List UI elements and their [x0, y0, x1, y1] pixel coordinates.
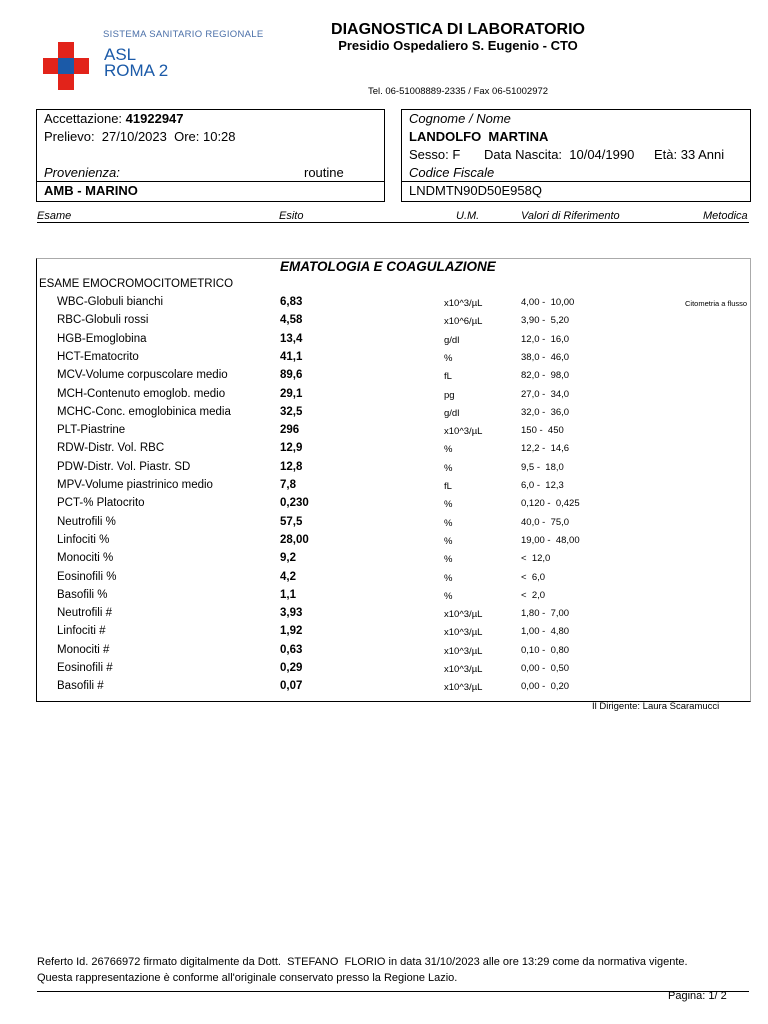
- table-row: [0, 479, 768, 497]
- unit: %: [444, 535, 453, 547]
- table-row: [0, 534, 768, 552]
- unit: x10^6/µL: [444, 316, 483, 328]
- exam-name: Basofili #: [57, 680, 104, 693]
- logo-system-label: SISTEMA SANITARIO REGIONALE: [103, 29, 264, 40]
- col-exam: Esame: [37, 210, 72, 222]
- reference-range: < 12,0: [521, 553, 551, 565]
- result-value: 1,1: [280, 588, 296, 601]
- result-value: 0,230: [280, 497, 309, 510]
- exam-name: PCT-% Platocrito: [57, 497, 145, 510]
- exam-name: RDW-Distr. Vol. RBC: [57, 442, 165, 455]
- result-value: 0,07: [280, 680, 303, 693]
- result-value: 9,2: [280, 552, 296, 565]
- unit: fL: [444, 481, 452, 492]
- divider: [37, 181, 384, 182]
- result-value: 3,93: [280, 607, 303, 620]
- reference-range: 6,0 - 12,3: [521, 480, 564, 491]
- reference-range: 4,00 - 10,00: [521, 297, 575, 308]
- table-row: [0, 680, 768, 698]
- table-row: [0, 369, 768, 387]
- unit: x10^3/µL: [444, 426, 483, 438]
- table-row: [0, 571, 768, 589]
- acceptance-label: Accettazione:: [44, 111, 123, 126]
- provenance-label: Provenienza:: [44, 165, 120, 180]
- footer-conformity: Questa rappresentazione è conforme all'originale conservato presso la Regione Lazio.: [37, 972, 458, 984]
- reference-range: 32,0 - 36,0: [521, 406, 570, 418]
- result-value: 6,83: [280, 296, 303, 308]
- result-value: 12,8: [280, 460, 303, 473]
- result-value: 0,63: [280, 643, 303, 656]
- reference-range: 1,80 - 7,00: [521, 608, 570, 620]
- col-result: Esito: [279, 210, 304, 222]
- red-cross-logo-icon: [43, 42, 89, 90]
- contacts: Tel. 06-51008889-2335 / Fax 06-51002972: [367, 86, 549, 97]
- exam-name: HGB-Emoglobina: [57, 332, 147, 345]
- table-row: [0, 461, 768, 479]
- section-title: EMATOLOGIA E COAGULAZIONE: [280, 259, 496, 274]
- unit: x10^3/µL: [444, 298, 483, 309]
- patient-sex: Sesso: F: [409, 147, 461, 162]
- unit: pg: [444, 389, 455, 401]
- acceptance-number: 41922947: [125, 111, 184, 126]
- fiscal-code: LNDMTN90D50E958Q: [409, 183, 542, 198]
- acceptance-box: [36, 109, 385, 202]
- acceptance-line: [44, 111, 184, 126]
- unit: x10^3/µL: [444, 664, 483, 675]
- result-value: 57,5: [280, 515, 303, 528]
- result-value: 32,5: [280, 405, 303, 418]
- patient-name: LANDOLFO MARTINA: [409, 129, 549, 144]
- table-row: [0, 644, 768, 662]
- unit: x10^3/µL: [444, 627, 483, 639]
- reference-range: 0,120 - 0,425: [521, 498, 580, 510]
- table-row: [0, 497, 768, 515]
- unit: x10^3/µL: [444, 609, 483, 621]
- exam-name: Monociti %: [57, 552, 114, 565]
- unit: %: [444, 352, 453, 364]
- exam-name: WBC-Globuli bianchi: [57, 296, 164, 308]
- unit: %: [444, 462, 453, 474]
- result-value: 89,6: [280, 369, 303, 382]
- table-row: [0, 296, 768, 314]
- reference-range: 12,0 - 16,0: [521, 333, 570, 345]
- reference-range: 19,00 - 48,00: [521, 534, 580, 546]
- exam-name: Linfociti %: [57, 533, 110, 546]
- table-row: [0, 424, 768, 442]
- exam-name: MPV-Volume piastrinico medio: [57, 479, 213, 491]
- result-value: 28,00: [280, 533, 309, 546]
- reference-range: 1,00 - 4,80: [521, 626, 570, 638]
- priority: routine: [304, 165, 344, 180]
- patient-birthdate: Data Nascita: 10/04/1990: [484, 147, 635, 162]
- group-title: ESAME EMOCROMOCITOMETRICO: [39, 278, 234, 290]
- footer-divider: [37, 991, 749, 992]
- exam-name: Neutrofili %: [57, 515, 116, 528]
- reference-range: 9,5 - 18,0: [521, 461, 564, 473]
- exam-name: MCV-Volume corpuscolare medio: [57, 369, 228, 382]
- header-divider: [37, 222, 749, 223]
- exam-name: Eosinofili #: [57, 662, 113, 674]
- table-row: [0, 351, 768, 369]
- result-value: 4,58: [280, 314, 303, 327]
- patient-age: Età: 33 Anni: [654, 147, 725, 162]
- reference-range: < 2,0: [521, 589, 546, 601]
- table-row: [0, 607, 768, 625]
- method-note: Citometria a flusso: [685, 299, 748, 308]
- table-row: [0, 516, 768, 534]
- unit: %: [444, 572, 453, 584]
- col-reference: Valori di Riferimento: [521, 210, 620, 222]
- result-value: 7,8: [280, 479, 296, 491]
- table-row: [0, 406, 768, 424]
- reference-range: 12,2 - 14,6: [521, 443, 570, 455]
- exam-name: MCH-Contenuto emoglob. medio: [57, 387, 226, 400]
- table-row: [0, 442, 768, 460]
- hospital-name: Presidio Ospedaliero S. Eugenio - CTO: [338, 38, 578, 53]
- provenance: AMB - MARINO: [44, 183, 138, 198]
- unit: %: [444, 444, 453, 456]
- result-value: 296: [280, 424, 300, 437]
- table-row: [0, 589, 768, 607]
- unit: %: [444, 554, 453, 566]
- result-value: 13,4: [280, 332, 303, 345]
- result-value: 4,2: [280, 570, 296, 583]
- exam-name: Basofili %: [57, 588, 108, 601]
- unit: x10^3/µL: [444, 645, 483, 657]
- reference-range: < 6,0: [521, 571, 546, 583]
- exam-name: Monociti #: [57, 643, 110, 656]
- exam-name: HCT-Ematocrito: [57, 350, 139, 363]
- result-value: 29,1: [280, 387, 303, 400]
- unit: %: [444, 499, 453, 511]
- table-row: [0, 388, 768, 406]
- lab-title: DIAGNOSTICA DI LABORATORIO: [331, 21, 585, 38]
- unit: g/dl: [444, 334, 460, 346]
- unit: fL: [444, 371, 452, 383]
- logo-asl: ASL: [104, 45, 137, 64]
- logo-roma: ROMA 2: [104, 61, 169, 80]
- logo-asl-text: [104, 47, 168, 79]
- reference-range: 0,00 - 0,20: [521, 681, 570, 693]
- fiscal-code-label: Codice Fiscale: [409, 165, 495, 180]
- sampling-info: Prelievo: 27/10/2023 Ore: 10:28: [44, 129, 236, 144]
- result-value: 0,29: [280, 662, 303, 674]
- patient-box: [401, 109, 751, 202]
- exam-name: Linfociti #: [57, 625, 106, 638]
- reference-range: 38,0 - 46,0: [521, 351, 570, 363]
- col-unit: U.M.: [456, 210, 480, 222]
- exam-name: Eosinofili %: [57, 570, 117, 583]
- reference-range: 0,10 - 0,80: [521, 644, 570, 656]
- table-row: [0, 662, 768, 680]
- table-row: [0, 625, 768, 643]
- exam-name: PLT-Piastrine: [57, 424, 126, 437]
- exam-name: RBC-Globuli rossi: [57, 314, 149, 327]
- director: Il Dirigente: Laura Scaramucci: [592, 701, 720, 712]
- unit: x10^3/µL: [444, 682, 483, 694]
- unit: g/dl: [444, 407, 460, 419]
- unit: %: [444, 517, 453, 529]
- reference-range: 3,90 - 5,20: [521, 315, 570, 327]
- col-method: Metodica: [703, 210, 748, 222]
- page-number: Pagina: 1/ 2: [668, 990, 727, 1002]
- reference-range: 40,0 - 75,0: [521, 516, 570, 528]
- patient-name-label: Cognome / Nome: [409, 111, 511, 126]
- result-value: 41,1: [280, 350, 303, 363]
- reference-range: 0,00 - 0,50: [521, 663, 570, 674]
- exam-name: PDW-Distr. Vol. Piastr. SD: [57, 460, 191, 473]
- table-row: [0, 552, 768, 570]
- footer-signature: Referto Id. 26766972 firmato digitalmente da Dott. STEFANO FLORIO in data 31/10/2023 alle ore 13:29 come da normativa vigente.: [37, 956, 688, 968]
- reference-range: 82,0 - 98,0: [521, 370, 570, 382]
- result-value: 1,92: [280, 625, 303, 638]
- table-row: [0, 333, 768, 351]
- reference-range: 27,0 - 34,0: [521, 388, 570, 400]
- unit: %: [444, 590, 453, 602]
- table-row: [0, 314, 768, 332]
- exam-name: Neutrofili #: [57, 607, 112, 620]
- divider: [402, 181, 750, 182]
- exam-name: MCHC-Conc. emoglobinica media: [57, 405, 231, 418]
- result-value: 12,9: [280, 442, 303, 455]
- reference-range: 150 - 450: [521, 425, 564, 437]
